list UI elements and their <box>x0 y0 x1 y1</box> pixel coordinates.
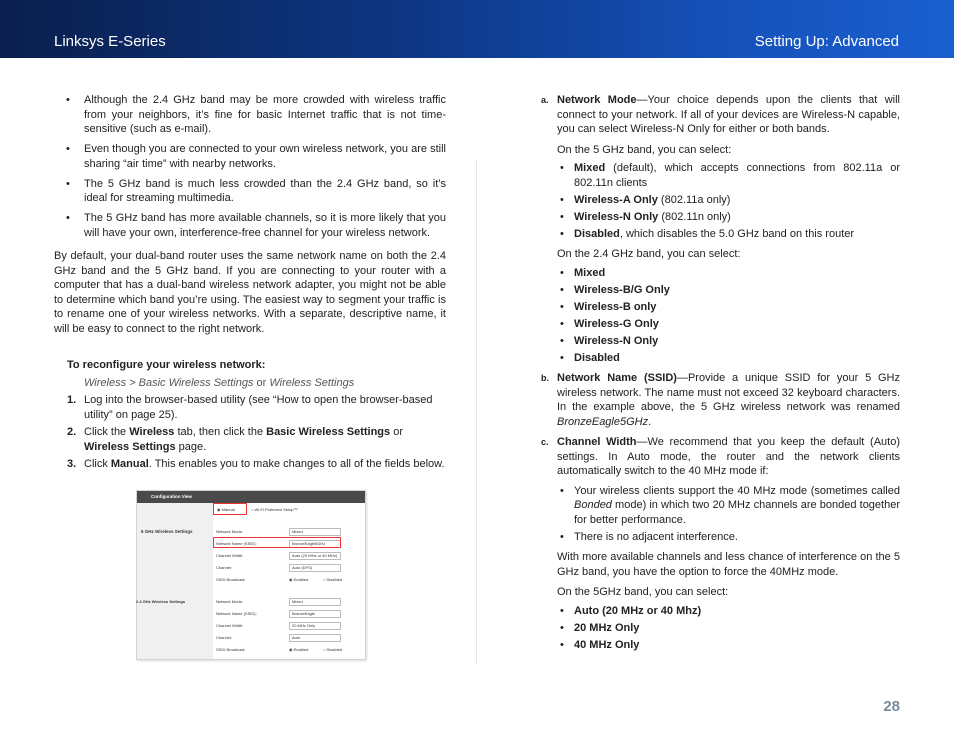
section-5ghz-label: 5 GHz Wireless Settings <box>141 529 193 534</box>
row-label: Channel: <box>216 635 233 640</box>
header-section-title: Setting Up: Advanced <box>754 33 899 50</box>
left-column <box>54 93 446 475</box>
channel-width-paragraph: With more available channels and less chance of interference on the 5 GHz band, you have the option to force the 40MHz mode. <box>557 551 900 578</box>
list-item: • Auto (20 MHz or 40 Mhz) <box>560 604 702 617</box>
procedure-heading: To reconfigure your wireless network: <box>67 359 266 371</box>
row-label: Network Name (SSID): <box>216 541 257 546</box>
page-header <box>0 0 954 58</box>
manual-radio[interactable]: ◉ Manual <box>217 507 235 512</box>
item-network-name: b. Network Name (SSID)—Provide a unique SSID for your 5 GHz wireless network. The name must not exceed 32 keyboard characters. In the example above, the 5 GHz wireless network was renamed BronzeEagle5GHz. <box>541 372 900 428</box>
menu-path: Wireless > Basic Wireless Settings or Wireless Settings <box>84 376 355 389</box>
broadcast-disabled-radio[interactable]: ○ Disabled <box>323 577 343 582</box>
row-label: Network Mode: <box>216 599 243 604</box>
network-mode-24-select[interactable]: Mixed <box>289 598 341 606</box>
row-label: Channel: <box>216 565 233 570</box>
list-item: • There is no adjacent interference. <box>560 530 738 543</box>
item-channel-width: c. Channel Width—We recommend that you keep the default (Auto) settings. In Auto mode, the router and the network clients automatically switch to the 40 MHz mode if: <box>541 436 900 477</box>
right-column <box>541 93 900 655</box>
ssid-5-input[interactable]: BronzeEagle5GHz <box>289 540 341 548</box>
list-item: • Wireless-N Only (802.11n only) <box>560 210 731 223</box>
list-item: • 20 MHz Only <box>560 621 640 634</box>
step-2: 2. Click the Wireless tab, then click the Basic Wireless Settings or Wireless Settings page. <box>67 426 403 453</box>
list-item: • Your wireless clients support the 40 MHz mode (sometimes called Bonded mode) in which two 20 MHz channels are bonded together for better performance. <box>560 484 900 526</box>
broadcast-enabled-radio[interactable]: ◉ Enabled <box>289 647 309 652</box>
section-24ghz-label: 2.4 GHz Wireless Settings <box>136 599 186 604</box>
network-mode-5-select[interactable]: Mixed <box>289 528 341 536</box>
broadcast-disabled-radio[interactable]: ○ Disabled <box>323 647 343 652</box>
channel-5-select[interactable]: Auto (DFS) <box>289 564 341 572</box>
body-paragraph: By default, your dual-band router uses the same network name on both the 2.4 GHz band and the 5 GHz band. If you are connecting to your router with a computer that has a dual-band wireless network adapter, you might not be able to determine which band you’re using. The easiest way to segment your traffic is to rename one of your wireless networks. With a separate, descriptive name, it will be easy to connect to the right network. <box>54 250 446 335</box>
step-3: 3. Click Manual. This enables you to make changes to all of the fields below. <box>67 458 445 470</box>
list-item: • Although the 2.4 GHz band may be more crowded with wireless traffic from your neighbors, it’s fine for basic Internet traffic that is not time-sensitive (such as e-mail). <box>66 94 446 135</box>
ssid-highlight <box>213 537 341 548</box>
config-view-titlebar: Configuration View <box>137 491 365 503</box>
item-network-mode: a. Network Mode—Your choice depends upon the clients that will connect to your network. If all of your devices are Wireless-N capable, you can select Wireless-N Only for either or both bands. <box>541 94 900 135</box>
ssid-24-input[interactable]: BronzeEagle <box>289 610 341 618</box>
band-5-width-intro: On the 5GHz band, you can select: <box>557 586 729 598</box>
list-item: • Disabled, which disables the 5.0 GHz band on this router <box>560 227 855 240</box>
row-label: SSID Broadcast: <box>216 577 246 582</box>
column-divider <box>476 160 477 665</box>
list-item: • Wireless-A Only (802.11a only) <box>560 193 731 206</box>
band-5-intro: On the 5 GHz band, you can select: <box>557 143 732 156</box>
step-1: 1. Log into the browser-based utility (see “How to open the browser-based utility” on page 25). <box>67 394 433 421</box>
row-label: Network Name (SSID): <box>216 611 257 616</box>
channel-width-24-select[interactable]: 20 MHz Only <box>289 622 341 630</box>
list-item: • The 5 GHz band has more available channels, so it is more likely that you will have your own, interference-free channel for your wireless network. <box>66 212 446 239</box>
list-item: • Mixed (default), which accepts connections from 802.11a or 802.11n clients <box>560 162 900 189</box>
figure-sidebar <box>137 503 213 659</box>
list-item: • The 5 GHz band is much less crowded than the 2.4 GHz band, so it’s ideal for streaming multimedia. <box>66 177 446 204</box>
channel-24-select[interactable]: Auto <box>289 634 341 642</box>
list-item: • Mixed <box>560 266 606 279</box>
band-24-intro: On the 2.4 GHz band, you can select: <box>557 248 741 260</box>
list-item: • Wireless-N Only <box>560 334 659 347</box>
wps-radio[interactable]: ○ Wi-Fi Protected Setup™ <box>251 507 298 512</box>
page-number: 28 <box>883 698 900 715</box>
settings-screenshot <box>136 490 366 660</box>
row-label: Channel Width: <box>216 553 244 558</box>
row-label: Channel Width: <box>216 623 244 628</box>
list-item: • Wireless-G Only <box>560 317 659 330</box>
list-item: • Wireless-B only <box>560 300 657 313</box>
channel-width-5-select[interactable]: Auto (20 MHz or 40 MHz) <box>289 552 341 560</box>
header-doc-title: Linksys E-Series <box>54 33 166 50</box>
list-item: • Disabled <box>560 351 620 364</box>
list-item: • Even though you are connected to your own wireless network, you are still sharing “air time” with nearby networks. <box>66 143 446 170</box>
list-item: • 40 MHz Only <box>560 638 640 651</box>
row-label: Network Mode: <box>216 529 243 534</box>
row-label: SSID Broadcast: <box>216 647 246 652</box>
broadcast-enabled-radio[interactable]: ◉ Enabled <box>289 577 309 582</box>
list-item: • Wireless-B/G Only <box>560 283 670 296</box>
